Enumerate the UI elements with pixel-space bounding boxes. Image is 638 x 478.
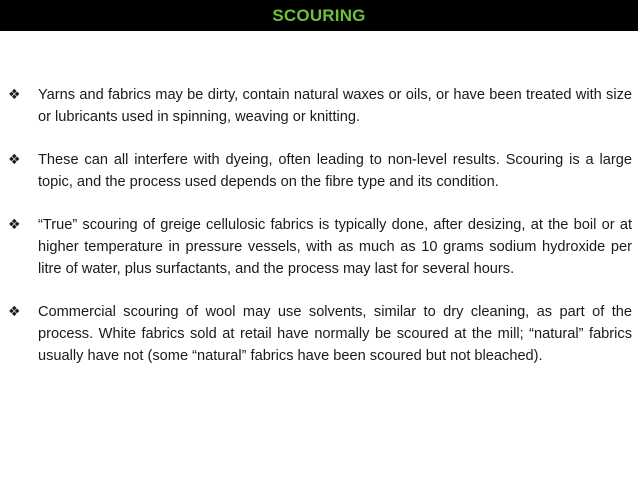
slide-title: SCOURING	[272, 5, 366, 25]
bullet-text: “True” scouring of greige cellulosic fabrics is typically done, after desizing, at the boil or at higher temperature in pressure vessels, with as much as 10 grams sodium hydroxide per litre of water, plus surfactants, and the process may last for several hours.	[38, 217, 632, 277]
title-bar	[0, 0, 638, 31]
bullet-text: Yarns and fabrics may be dirty, contain natural waxes or oils, or have been treated with size or lubricants used in spinning, weaving or knitting.	[38, 87, 632, 125]
bullet-item	[8, 149, 632, 193]
bullet-item	[8, 84, 632, 128]
diamond-bullet-icon: ❖	[8, 217, 21, 233]
bullet-item	[8, 214, 632, 280]
diamond-bullet-icon: ❖	[8, 304, 21, 320]
bullet-text: These can all interfere with dyeing, often leading to non-level results. Scouring is a large topic, and the process used depends on the fibre type and its condition.	[38, 152, 632, 190]
bullet-list	[8, 84, 632, 388]
diamond-bullet-icon: ❖	[8, 152, 21, 168]
diamond-bullet-icon: ❖	[8, 87, 21, 103]
bullet-text: Commercial scouring of wool may use solvents, similar to dry cleaning, as part of the process. White fabrics sold at retail have normally be scoured at the mill; “natural” fabrics usually have not (some “natural” fabrics have been scoured but not bleached).	[38, 304, 632, 364]
bullet-item	[8, 301, 632, 367]
